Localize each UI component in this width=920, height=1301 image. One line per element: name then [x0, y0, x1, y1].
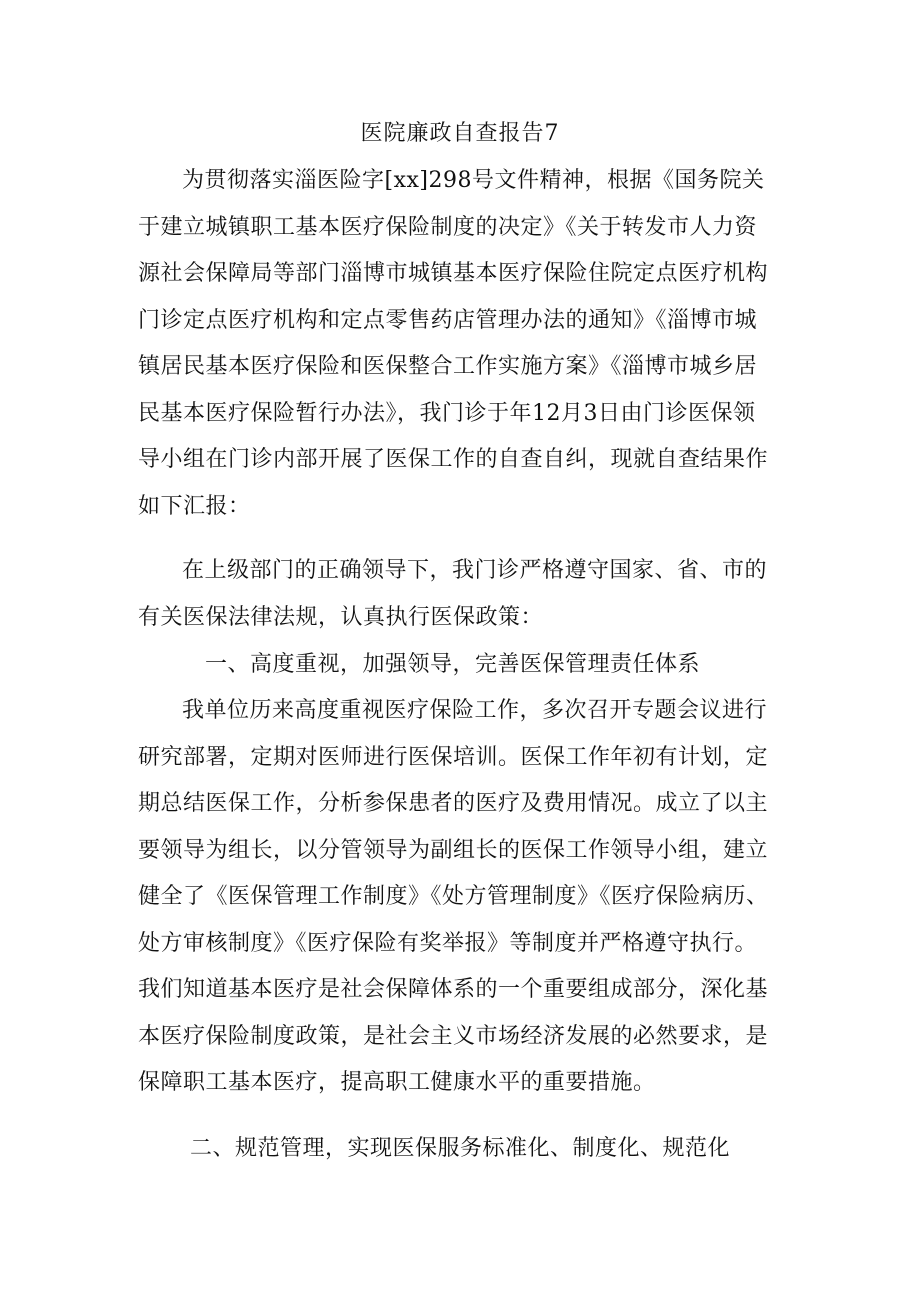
text-line: 如下汇报：: [138, 493, 251, 519]
text-line: 门诊定点医疗机构和定点零售药店管理办法的通知》《淄博市城: [138, 307, 758, 333]
section-heading-2: [190, 1126, 810, 1173]
paragraph-compliance: [138, 548, 798, 641]
heading-text: 一、高度重视，加强领导，完善医保管理责任体系: [205, 652, 701, 677]
paragraph-intro: [138, 158, 798, 530]
text-line: 我单位历来高度重视医疗保险工作，多次召开专题会议进行: [182, 698, 768, 723]
heading-text: 二、规范管理，实现医保服务标准化、制度化、规范化: [190, 1136, 731, 1161]
section-heading-1: [205, 642, 805, 689]
text-line: 镇居民基本医疗保险和医保整合工作实施方案》《淄博市城乡居: [138, 354, 758, 379]
text-line: 源社会保障局等部门淄博市城镇基本医疗保险住院定点医疗机构: [138, 261, 769, 286]
text-line: 民基本医疗保险暂行办法》，我门诊于年12月3日由门诊医保领: [138, 400, 756, 426]
text-line: 研究部署，定期对医师进行医保培训。医保工作年初有计划，定: [138, 744, 769, 770]
text-line: 保障职工基本医疗，提高职工健康水平的重要措施。: [138, 1070, 656, 1095]
text-line: 本医疗保险制度政策，是社会主义市场经济发展的必然要求，是: [138, 1023, 769, 1049]
text-line: 要领导为组长，以分管领导为副组长的医保工作领导小组，建立: [138, 837, 769, 863]
text-line: 有关医保法律法规，认真执行医保政策：: [138, 604, 544, 630]
text-line: 健全了《医保管理工作制度》《处方管理制度》《医疗保险病历、: [138, 884, 769, 909]
text-line: 处方审核制度》《医疗保险有奖举报》等制度并严格遵守执行。: [138, 930, 758, 956]
text-line: 在上级部门的正确领导下，我门诊严格遵守国家、省、市的: [182, 558, 768, 583]
document-title: 医院廉政自查报告7: [360, 121, 560, 146]
text-line: 我们知道基本医疗是社会保障体系的一个重要组成部分，深化基: [138, 977, 769, 1002]
text-line: 于建立城镇职工基本医疗保险制度的决定》《关于转发市人力资: [138, 214, 758, 240]
text-line: 导小组在门诊内部开展了医保工作的自查自纠，现就自查结果作: [138, 447, 769, 472]
text-line: 期总结医保工作，分析参保患者的医疗及费用情况。成立了以主: [138, 791, 769, 816]
paragraph-section-1: [138, 688, 798, 1107]
text-line: 为贯彻落实淄医险字[xx]298号文件精神，根据《国务院关: [182, 168, 765, 193]
